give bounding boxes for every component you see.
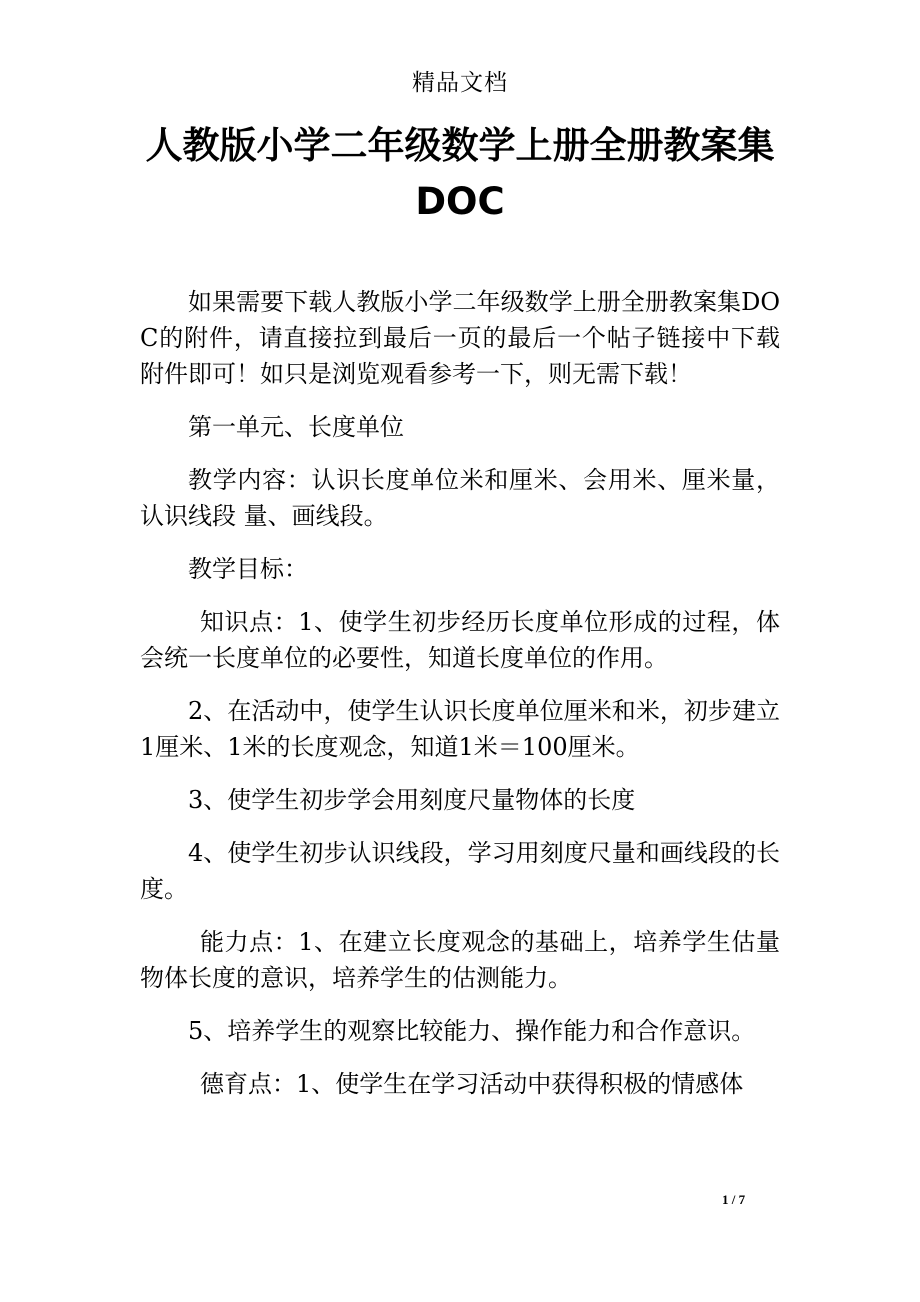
paragraph-ability-point: 能力点：1、在建立长度观念的基础上，培养学生估量物体长度的意识，培养学生的估测能力。 <box>140 928 780 992</box>
page-number: 1 / 7 <box>722 1192 746 1207</box>
paragraph-teaching-content: 教学内容：认识长度单位米和厘米、会用米、厘米量，认识线段 量、画线段。 <box>140 466 780 530</box>
paragraph-knowledge-point: 知识点：1、使学生初步经历长度单位形成的过程，体会统一长度单位的必要性，知道长度单位的作用。 <box>140 608 780 672</box>
paragraph-teaching-goals: 教学目标： <box>188 555 308 583</box>
paragraph-unit-heading: 第一单元、长度单位 <box>188 413 404 441</box>
paragraph-goal-4: 4、使学生初步认识线段，学习用刻度尺量和画线段的长度。 <box>140 839 780 903</box>
paragraph-goal-3: 3、使学生初步学会用刻度尺量物体的长度 <box>188 786 636 814</box>
paragraph-moral-point: 德育点：1、使学生在学习活动中获得积极的情感体 <box>200 1070 744 1098</box>
document-body <box>140 284 780 1119</box>
page-header: 精品文档 <box>412 70 508 96</box>
paragraph-goal-2: 2、在活动中，使学生认识长度单位厘米和米，初步建立1厘米、1米的长度观念，知道1米＝100厘米。 <box>140 697 780 761</box>
paragraph-download-note: 如果需要下载人教版小学二年级数学上册全册教案集DOC的附件，请直接拉到最后一页的最后一个帖子链接中下载附件即可！如只是浏览观看参考一下，则无需下载！ <box>140 288 780 388</box>
paragraph-goal-5: 5、培养学生的观察比较能力、操作能力和合作意识。 <box>188 1017 756 1045</box>
document-title: 人教版小学二年级数学上册全册教案集DOC <box>145 124 775 223</box>
